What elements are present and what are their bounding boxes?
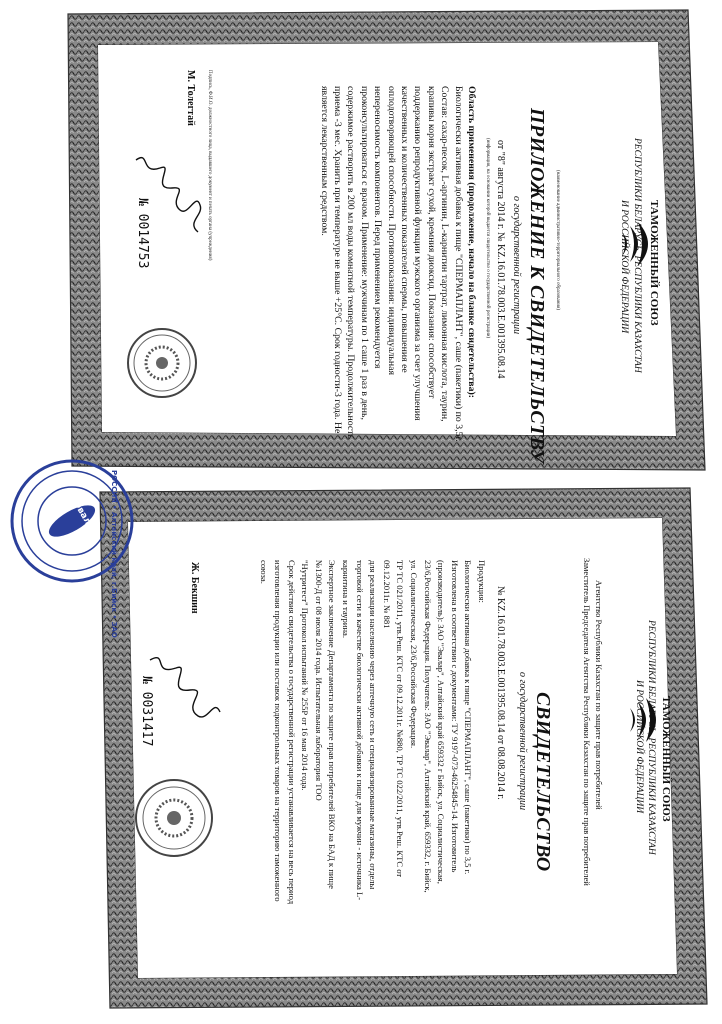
top-body-line: поддержанию репродуктивной функции мужского организма за счет улучшения: [412, 86, 424, 421]
bottom-agency-line2: Заместитель Председателя Агентства Республики Казахстан по защите прав потребителей: [582, 558, 592, 886]
top-body-line: крапивы корня экстракт сухой, кремния диоксид. Показания: способствует: [425, 86, 437, 399]
bottom-body-line: союза.: [259, 560, 270, 584]
bottom-republics-line2: И РОССИЙСКОЙ ФЕДЕРАЦИИ: [634, 680, 644, 814]
bottom-agency-line1: Агентство Республики Казахстан по защите прав потребителей: [594, 580, 604, 810]
top-authority-caption: (наименование административно-территориального образования): [555, 170, 560, 311]
top-body-line: содержимое растворить в 200 мл воды комнатной температуры. Продолжительность: [345, 86, 357, 440]
bottom-body-line: "Нутритест" Протокол испытаний № 255Р от 16 мая 2014 года.: [300, 560, 311, 791]
top-body-line: является лекарственным средством.: [318, 86, 330, 236]
bottom-body-line: карнитина и таурина.: [341, 560, 352, 639]
bottom-body-line: Экспертное заключение Департамента по защите прав потребителей ВКО на БАД к пище: [327, 560, 338, 889]
stamp-logo-text: Эвалар: [71, 500, 99, 538]
top-signer-name: М. Толегтай: [185, 70, 196, 126]
top-union-title: ТАМОЖЕННЫЙ СОЮЗ: [648, 200, 660, 326]
bottom-subheading: о государственной регистрации: [517, 672, 528, 811]
top-body-line: Состав: сахар-песок, L-аргинин, L-карнитин тартрат, лимонная кислота, таурин,: [439, 86, 451, 422]
top-signer-caption: Подпись, Ф.И.О. должностного лица, выдавшего документ и печать органа (учреждения): [207, 70, 212, 261]
bottom-republics-line1: РЕСПУБЛИКИ БЕЛАРУСЬ, РЕСПУБЛИКИ КАЗАХСТАН: [646, 620, 656, 855]
top-body-line: оплодотворяющей способности. Противопоказания: индивидуальная: [385, 86, 397, 375]
bottom-body-line: для реализации населению через аптечную сеть и специализированные магазины, отделы: [368, 560, 379, 890]
bottom-body-line: Биологически активная добавка к пище "СПЕРМАПЛАНТ", саше (пакетики) по 3,5 г.: [463, 560, 474, 875]
bottom-body-text: [257, 560, 488, 960]
bottom-body-line: Изготовлена в соответствии с документами: ТУ 9197-073-46254845-14. Изготовитель: [449, 560, 460, 873]
bottom-number-line: № KZ.16.01.78.003.E.001395.08.14 от 08.08.2014 г.: [495, 586, 506, 800]
top-body-line: качественных и количественных показателей спермы, повышения ее: [398, 86, 410, 373]
top-body-line: непереносимость компонентов. Перед применением рекомендуется: [372, 86, 384, 369]
top-body-line: проконсультироваться с врачом. Применение: мужчинам по 1 саше 1 раз в день,: [358, 86, 370, 420]
bottom-body-line: изготовления продукции или поставок подконтрольных товаров на территорию таможенного: [273, 560, 284, 902]
bottom-body-line: ТР ТС 021/2011, утв.Реш. КТС от 09.12.2011г. №880, ТР ТС 022/2011, утв.Реш. КТС от: [395, 560, 406, 878]
top-body-line: Биологически активная добавка к пище "СПЕРМАПЛАНТ", саше (пакетики) по 3,5г.: [452, 86, 464, 442]
top-republics-line2: И РОССИЙСКОЙ ФЕДЕРАЦИИ: [619, 200, 629, 334]
top-subheading: о государственной регистрации: [511, 196, 522, 335]
top-heading: ПРИЛОЖЕНИЕ К СВИДЕТЕЛЬСТВУ: [526, 108, 548, 464]
bottom-body-line: 09.12.2011г. № 881: [381, 560, 392, 629]
top-republics-line1: РЕСПУБЛИКИ БЕЛАРУСЬ, РЕСПУБЛИКИ КАЗАХСТАН: [632, 138, 642, 373]
top-body-line: приема -3 мес. Хранить при температуре не выше +25°С. Срок годности-3 года. Не: [331, 86, 343, 434]
bottom-body-line: 23/6,Российская Федерация. Получатель: ЗАО "Эвалар", Алтайский край, 659332, г. Бийск,: [422, 560, 433, 893]
bottom-certificate-number: № 0031417: [139, 676, 154, 747]
top-date-line: от "8" августа 2014 г. № KZ.16.01.78.003.E.001395.08.14: [495, 140, 506, 379]
top-certificate-number: № 0014753: [135, 198, 150, 269]
stamp-ring-text: РОССИЯ • Алтайский край, г.Бийск • ЗАО: [110, 470, 118, 638]
bottom-body-line: (производитель): ЗАО "Эвалар", Алтайский край 659332 г Бийск, ул. Социалистическая,: [436, 560, 447, 884]
bottom-body-line: Срок действия свидетельства о государственной регистрации устанавливается на весь период: [286, 560, 297, 905]
bottom-body-line: ул. Социалистическая, 23/6,Российская Федерация.: [409, 560, 420, 749]
top-info-caption: (информация, на основании которой выдается свидетельство о государственной регистрации): [485, 138, 490, 339]
top-body-text: [317, 86, 478, 442]
bottom-body-line: торговой сети в качестве биологически активной добавки к пище для мужчин - источника L-: [354, 560, 365, 901]
top-body-line: Область применения (продолжение, начало на бланке свидетельства):: [466, 86, 477, 398]
bottom-body-line: Продукция:: [477, 560, 487, 603]
bottom-union-title: ТАМОЖЕННЫЙ СОЮЗ: [660, 696, 672, 822]
bottom-signer-name: Ж. Бекшин: [189, 562, 200, 614]
bottom-body-line: №1300-Д от 08 июля 2014 года. Испытательная лаборатория ТОО: [313, 560, 324, 801]
bottom-heading: СВИДЕТЕЛЬСТВО: [532, 692, 554, 872]
